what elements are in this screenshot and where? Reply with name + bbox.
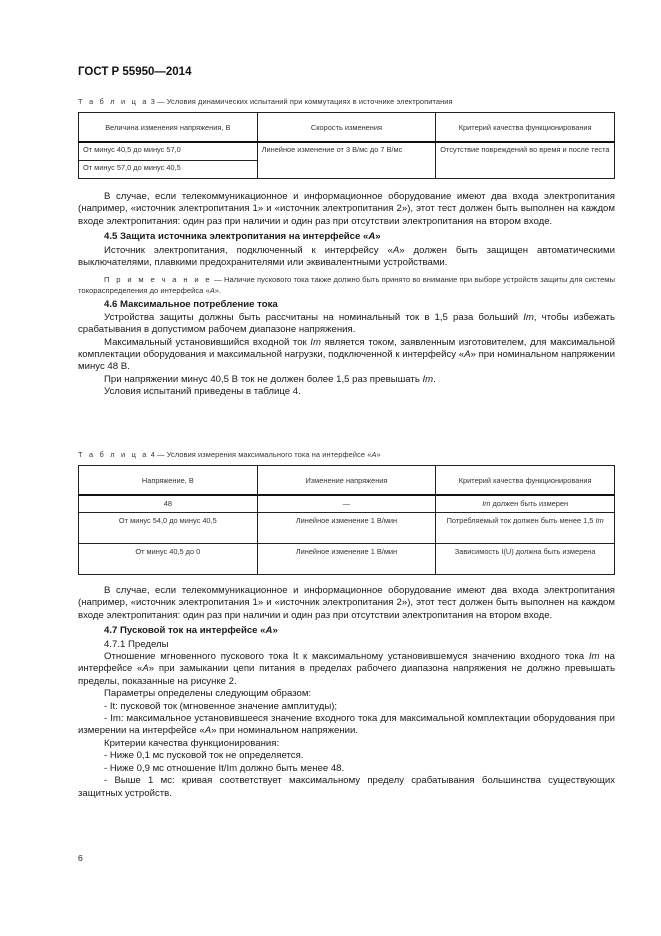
list-item: - Выше 1 мс: кривая соответствует максимальному пределу срабатывания большинства существующих защитных устройств. [78, 775, 615, 799]
section-heading-4-7 [78, 625, 615, 637]
text-italic: Im [310, 336, 321, 348]
text-italic: Im [523, 311, 534, 323]
table-cell: Линейное изменение от 3 В/мс до 7 В/мс [257, 142, 436, 179]
text-italic: Im [422, 373, 434, 385]
text-block-2 [78, 585, 615, 800]
text: ». [214, 286, 222, 296]
text: на интерфейсе « [78, 651, 615, 675]
list-item [78, 713, 615, 738]
text: должен быть измерен [490, 499, 569, 508]
list-item: - It: пусковой ток (мгновенное значение амплитуды); [104, 700, 338, 712]
table-cell: — [257, 495, 436, 513]
table-cell: Отсутствие повреждений во время и после теста [436, 142, 615, 179]
page-number: 6 [78, 853, 83, 863]
table-number: 3 [150, 97, 155, 106]
table-header-row [79, 466, 615, 496]
table-row [79, 142, 615, 161]
text: Максимальный установившийся входной ток [104, 336, 311, 348]
text: Источник электропитания, подключенный к интерфейсу « [104, 244, 393, 256]
table-4-caption [78, 450, 381, 459]
table-title-italic: А [371, 450, 377, 459]
note [78, 274, 615, 296]
paragraph: В случае, если телекоммуникационное и информационное оборудование имеют два входа электропитания (например, «источник электропитания 1» и «источник электропитания 2»), этот тест должен быть выполнен на каждом входе электропитания: один раз при наличии и один раз при отсутствии электропитания на втором входе. [78, 191, 615, 227]
text-italic: Im [482, 499, 491, 508]
section-heading-4-6: 4.6 Максимальное потребление тока [104, 299, 278, 311]
table-number: 4 [150, 450, 155, 459]
table-title: » [376, 450, 381, 459]
text: При напряжении минус 40,5 В ток не должен более 1,5 раз превышать [104, 373, 423, 385]
paragraph: Параметры определены следующим образом: [104, 688, 312, 700]
heading-italic: А [265, 625, 273, 637]
document-header: ГОСТ Р 55950—2014 [78, 66, 192, 78]
text: » при замыкании цепи питания в пределах рабочего диапазона напряжения не должно превышать пределы, показанные на рисунке 2. [78, 663, 615, 687]
paragraph [78, 651, 615, 688]
paragraph [78, 337, 615, 374]
table-header-row [79, 113, 615, 143]
table-row [79, 544, 615, 575]
heading-text: 4.7 Пусковой ток на интерфейсе « [104, 625, 266, 637]
text: , чтобы избежать срабатывания в допустимом рабочем диапазоне напряжения. [78, 311, 615, 336]
note-label: П р и м е ч а н и е [104, 275, 212, 285]
text-italic: А [464, 349, 471, 361]
text-italic: А [142, 663, 149, 675]
subsection-heading-4-7-1: 4.7.1 Пределы [104, 638, 169, 650]
table-cell: Зависимость I(U) должна быть измерена [436, 544, 615, 575]
table-cell: От минус 54,0 до минус 40,5 [79, 513, 258, 544]
text: Отношение мгновенного пускового тока It к максимальному установившемуся значению входного тока [104, 651, 589, 663]
column-header: Напряжение, В [79, 466, 258, 496]
table-row [79, 513, 615, 544]
heading-text: » [272, 625, 278, 637]
text-italic: А [209, 286, 215, 296]
table-cell: От минус 57,0 до минус 40,5 [79, 161, 258, 179]
table-3 [78, 112, 615, 179]
text: Потребляемый ток должен быть менее 1,5 [446, 516, 596, 525]
table-cell: От минус 40,5 до минус 57,0 [79, 142, 258, 161]
list-item: - Ниже 0,9 мс отношение It/Im должно быть менее 48. [104, 762, 345, 774]
table-cell: Линейное изменение 1 В/мин [257, 544, 436, 575]
column-header: Изменение напряжения [257, 466, 436, 496]
table-title: — Условия измерения максимального тока на интерфейсе « [157, 450, 372, 459]
heading-italic: А [368, 231, 376, 243]
table-title: — Условия динамических испытаний при коммутациях в источнике электропитания [157, 97, 453, 106]
paragraph: В случае, если телекоммуникационное и информационное оборудование имеют два входа электропитания (например, «источник электропитания 1» и «источник электропитания 2»), этот тест должен быть выполнен на каждом входе электропитания: один раз при наличии и один раз при отсутствии электропитания на втором входе. [78, 585, 615, 621]
text: » при номинальном напряжении. [211, 725, 359, 737]
text-italic: Im [588, 651, 600, 663]
paragraph [78, 374, 615, 386]
text-italic: Im [595, 516, 604, 525]
paragraph: Условия испытаний приведены в таблице 4. [104, 386, 301, 398]
column-header: Величина изменения напряжения, В [79, 113, 258, 143]
heading-text: » [375, 231, 381, 243]
paragraph: Критерии качества функционирования: [104, 737, 280, 749]
text: — Наличие пускового тока также должно быть принято во внимание при выборе устройств защиты для системы токораспределения до интерфейса « [78, 275, 615, 296]
column-header: Критерий качества функционирования [436, 466, 615, 496]
table-cell: Линейное изменение 1 В/мин [257, 513, 436, 544]
table-row [79, 495, 615, 513]
text-italic: А [392, 244, 400, 256]
table-cell: 48 [79, 495, 258, 513]
text: Устройства защиты должны быть рассчитаны на номинальный ток в 1,5 раза больший [104, 311, 524, 323]
table-cell [436, 513, 615, 544]
text: . [433, 373, 436, 385]
table-label: Т а б л и ц а [78, 97, 149, 106]
column-header: Критерий качества функционирования [436, 113, 615, 143]
table-3-caption [78, 97, 453, 106]
list-item: - Ниже 0,1 мс пусковой ток не определяется. [104, 750, 304, 762]
text: » при номинальном напряжении минус 48 В. [78, 349, 615, 373]
text: является током, заявленным изготовителем, для максимальной комплектации оборудования и максимальной нагрузки, подключенной к интерфейсу « [78, 336, 615, 361]
table-cell: От минус 40,5 до 0 [79, 544, 258, 575]
table-cell [436, 495, 615, 513]
paragraph [78, 312, 615, 337]
table-label: Т а б л и ц а [78, 450, 149, 459]
text-block-1 [78, 191, 615, 399]
column-header: Скорость изменения [257, 113, 436, 143]
text-italic: А [204, 725, 212, 737]
section-heading-4-5 [78, 231, 615, 243]
text: » должен быть защищен автоматическими выключателями, плавкими предохранителями или эквивалентными устройствами. [78, 244, 615, 269]
paragraph [78, 245, 615, 270]
heading-text: 4.5 Защита источника электропитания на интерфейсе « [104, 231, 369, 243]
table-4 [78, 465, 615, 575]
text: - Im: максимальное установившееся значение входного тока для максимальной комплектации оборудования при измерении на интерфейсе « [78, 713, 615, 737]
